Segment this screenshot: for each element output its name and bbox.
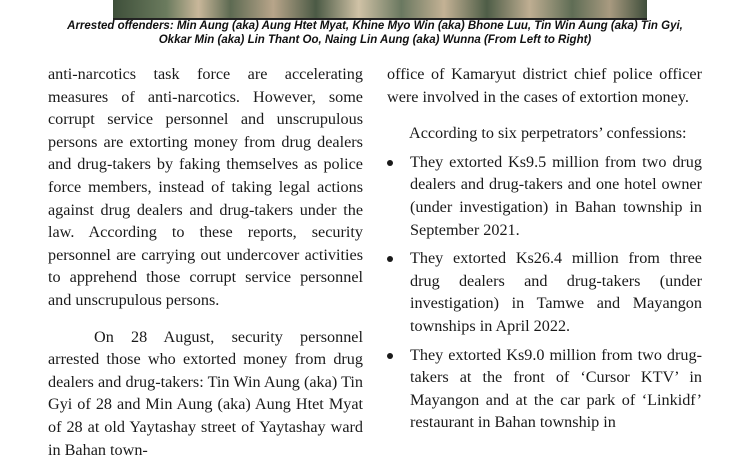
list-item	[387, 151, 702, 241]
list-item	[387, 247, 702, 337]
left-column	[48, 63, 363, 461]
bullet-icon	[387, 160, 393, 166]
left-paragraph-2: On 28 August, security personnel arrested those who extorted money from drug dealers and drug-takers: Tin Win Aung (aka) Tin Gyi of 28 and Min Aung (aka) Aung Htet Myat of 28 at old Yaytashay street of Yaytashay ward in Bahan town-	[48, 327, 363, 459]
confession-list	[387, 151, 702, 434]
left-paragraph-1: anti-narcotics task force are accelerating measures of anti-narcotics. However, some corrupt service personnel and unscrupulous persons are extorting money from drug dealers and drug-takers by faking themselves as police force members, instead of taking legal actions against drug dealers and drug-takers under the law. According to these reports, security personnel are carrying out undercover activities to apprehend those corrupt service personnel and unscrupulous persons.	[48, 65, 363, 309]
right-paragraph-1: office of Kamaryut district chief police officer were involved in the cases of extortion money.	[387, 65, 702, 106]
bullet-icon	[387, 353, 393, 359]
right-column	[387, 63, 702, 440]
caption-line-2: Okkar Min (aka) Lin Thant Oo, Naing Lin Aung (aka) Wunna (From Left to Right)	[158, 34, 592, 46]
photo-of-arrested-offenders	[113, 0, 647, 20]
bullet-icon	[387, 256, 393, 262]
right-paragraph-2: According to six perpetrators’ confessions:	[409, 124, 687, 143]
list-item-text: They extorted Ks9.0 million from two drug-takers at the front of ‘Cursor KTV’ in Mayangon and at the car park of ‘Linkidf’ restaurant in Bahan township in	[410, 345, 702, 432]
list-item	[387, 344, 702, 434]
caption-line-1: Arrested offenders: Min Aung (aka) Aung Htet Myat, Khine Myo Win (aka) Bhone Luu, Tin Win Aung (aka) Tin Gyi,	[67, 20, 683, 32]
list-item-text: They extorted Ks9.5 million from two drug dealers and drug-takers and one hotel owner (under investigation) in Bahan township in September 2021.	[410, 152, 702, 239]
photo-caption	[0, 19, 750, 47]
list-item-text: They extorted Ks26.4 million from three drug dealers and drug-takers (under investigation) in Tamwe and Mayangon townships in April 2022.	[410, 249, 702, 335]
